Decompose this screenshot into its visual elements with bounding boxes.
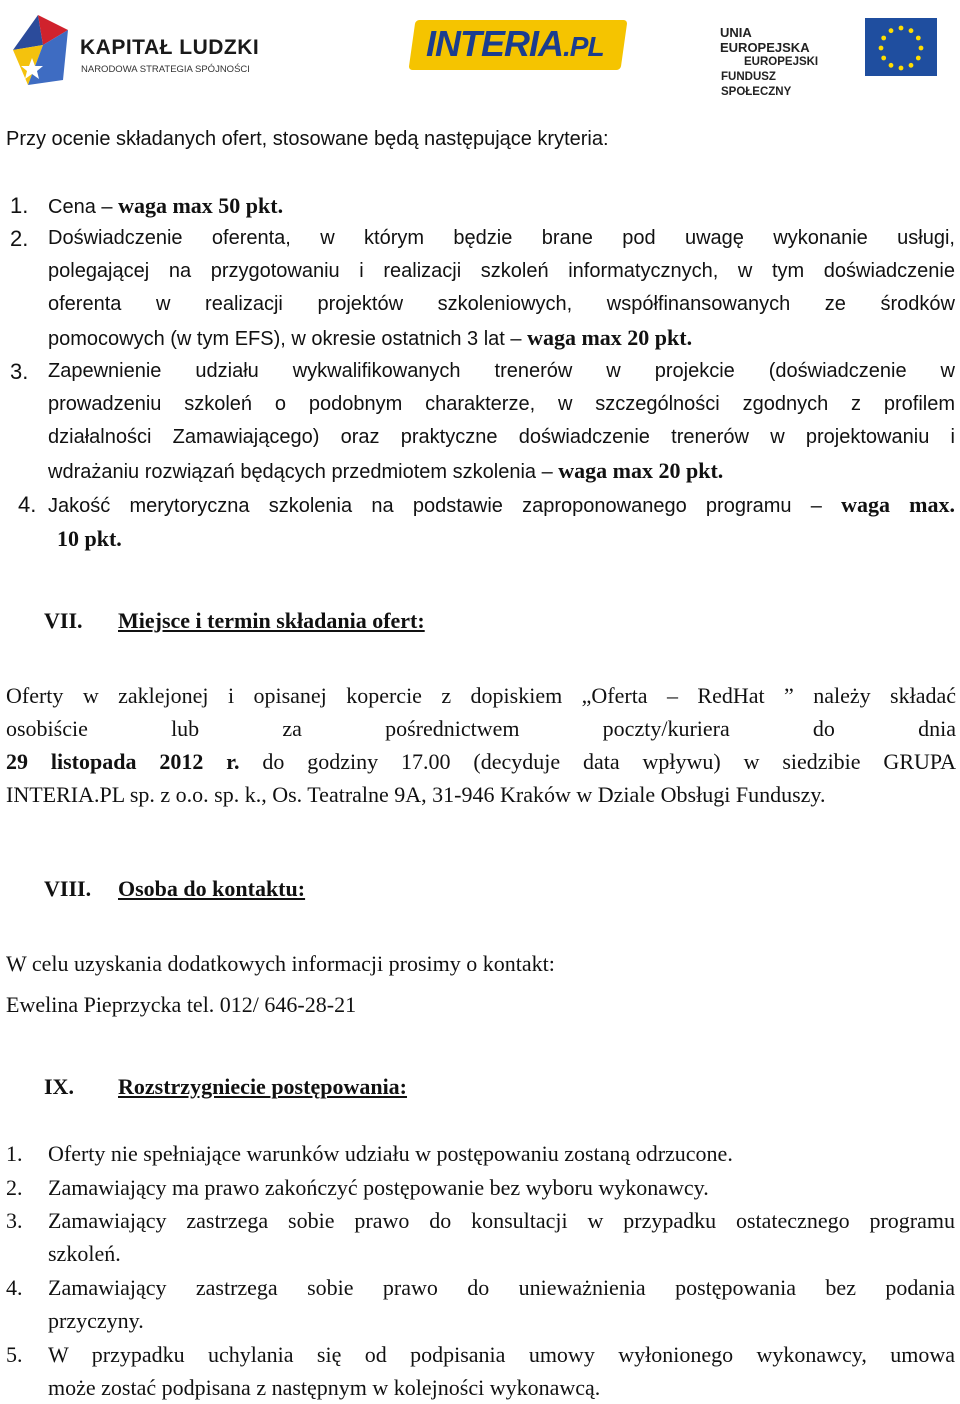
criteria-4-num: 4. [18, 492, 37, 517]
section-7-title-text: Miejsce i termin składania ofert: [118, 608, 425, 633]
criteria-4-weight2: 10 pkt. [57, 526, 122, 551]
section-9-item-5-num: 5. [6, 1342, 23, 1367]
section-8-title-text: Osoba do kontaktu: [118, 876, 306, 901]
section-9-item-5-line1: W przypadku uchylania się od podpisania umowy wyłonionego wykonawcy, umowa [48, 1342, 955, 1367]
criteria-2-line4 [48, 321, 692, 356]
interia-text: INTERIA [426, 23, 563, 64]
section-9-item-2-num: 2. [6, 1175, 23, 1200]
criteria-1-num: 1. [10, 193, 29, 218]
kapital-ludzki-title: KAPITAŁ LUDZKI [80, 36, 260, 59]
ue-line1: UNIA EUROPEJSKA [720, 25, 810, 55]
section-7-line4: INTERIA.PL sp. z o.o. sp. k., Os. Teatralne 9A, 31-946 Kraków w Dziale Obsługi Funduszy. [6, 782, 826, 807]
criteria-2-line1: Doświadczenie oferenta, w którym będzie brane pod uwagę wykonanie usługi, [48, 227, 955, 249]
section-7-title [118, 604, 425, 637]
criteria-1-weight: waga max 50 pkt. [118, 193, 284, 218]
section-9-num: IX. [44, 1074, 74, 1099]
criteria-3-line1: Zapewnienie udziału wykwalifikowanych trenerów w projekcie (doświadczenie w [48, 360, 955, 382]
criteria-2-line2: polegającej na przygotowaniu i realizacji szkoleń informatycznych, w tym doświadczenie [48, 260, 955, 282]
logo-ue [700, 8, 958, 98]
section-8-num: VIII. [44, 876, 92, 901]
section-9-title [118, 1070, 407, 1103]
ue-line3: FUNDUSZ SPOŁECZNY [721, 71, 792, 98]
criteria-3-weight: waga max 20 pkt. [558, 458, 724, 483]
section-7-line1: Oferty w zaklejonej i opisanej kopercie z dopiskiem „Oferta – RedHat ” należy składać [6, 683, 956, 708]
section-7-line3-text: do godziny 17.00 (decyduje data wpływu) w siedzibie GRUPA [239, 749, 956, 774]
section-7-deadline: 29 listopada 2012 r. [6, 749, 240, 774]
interia-suffix: .PL [563, 31, 604, 62]
section-9-item-3-line1: Zamawiający zastrzega sobie prawo do konsultacji w przypadku ostatecznego programu [48, 1208, 955, 1233]
section-7-num: VII. [44, 608, 83, 633]
criteria-2-num: 2. [10, 226, 29, 251]
section-9-item-3-num: 3. [6, 1208, 23, 1233]
section-8-contact: Ewelina Pieprzycka tel. 012/ 646-28-21 [6, 992, 357, 1017]
eu-flag-icon [865, 18, 937, 76]
section-7-line3 [6, 745, 956, 778]
criteria-intro: Przy ocenie składanych ofert, stosowane będą następujące kryteria: [6, 128, 609, 150]
criteria-1 [48, 189, 283, 224]
logo-kapital-ludzki [8, 10, 268, 90]
criteria-4-weight: waga max. [841, 492, 955, 517]
section-9-item-4-line1: Zamawiający zastrzega sobie prawo do unieważnienia postępowania bez podania [48, 1275, 955, 1300]
criteria-3-num: 3. [10, 359, 29, 384]
section-9-title-text: Rozstrzygniecie postępowania: [118, 1074, 408, 1099]
section-8-line1: W celu uzyskania dodatkowych informacji prosimy o kontakt: [6, 951, 555, 976]
criteria-3-line4 [48, 454, 723, 489]
criteria-3-line3: działalności Zamawiającego) oraz praktyczne doświadczenie trenerów w projektowaniu i [48, 426, 955, 448]
kapital-ludzki-subtitle: NARODOWA STRATEGIA SPÓJNOŚCI [81, 64, 250, 75]
criteria-1-text: Cena – [48, 196, 119, 218]
section-9-item-5-line2: może zostać podpisana z następnym w kolejności wykonawcą. [48, 1375, 601, 1400]
section-7-line2: osobiście lub za pośrednictwem poczty/kuriera do dnia [6, 716, 956, 741]
criteria-4-line1 [48, 488, 955, 523]
section-9-item-2: Zamawiający ma prawo zakończyć postępowanie bez wyboru wykonawcy. [48, 1175, 709, 1200]
criteria-2-line4-text: pomocowych (w tym EFS), w okresie ostatnich 3 lat – [48, 328, 528, 350]
section-9-item-3-line2: szkoleń. [48, 1241, 121, 1266]
criteria-2-weight: waga max 20 pkt. [527, 325, 693, 350]
ue-line2: EUROPEJSKI [744, 56, 819, 68]
section-9-item-4-line2: przyczyny. [48, 1308, 144, 1333]
criteria-4-line1-text: Jakość merytoryczna szkolenia na podstawie zaproponowanego programu – [48, 495, 842, 517]
section-8-title [118, 872, 305, 905]
section-9-item-4-num: 4. [6, 1275, 23, 1300]
section-9-item-1-num: 1. [6, 1141, 23, 1166]
logo-interia [412, 14, 624, 74]
criteria-3-line4-text: wdrażaniu rozwiązań będących przedmiotem szkolenia – [48, 461, 559, 483]
section-9-item-1: Oferty nie spełniające warunków udziału w postępowaniu zostaną odrzucone. [48, 1141, 733, 1166]
criteria-3-line2: prowadzeniu szkoleń o podobnym charakterze, w szczególności zgodnych z profilem [48, 393, 955, 415]
criteria-2-line3: oferenta w realizacji projektów szkoleniowych, współfinansowanych ze środków [48, 293, 955, 315]
criteria-4-line2 [57, 522, 122, 555]
kapital-ludzki-emblem-icon [8, 10, 78, 90]
